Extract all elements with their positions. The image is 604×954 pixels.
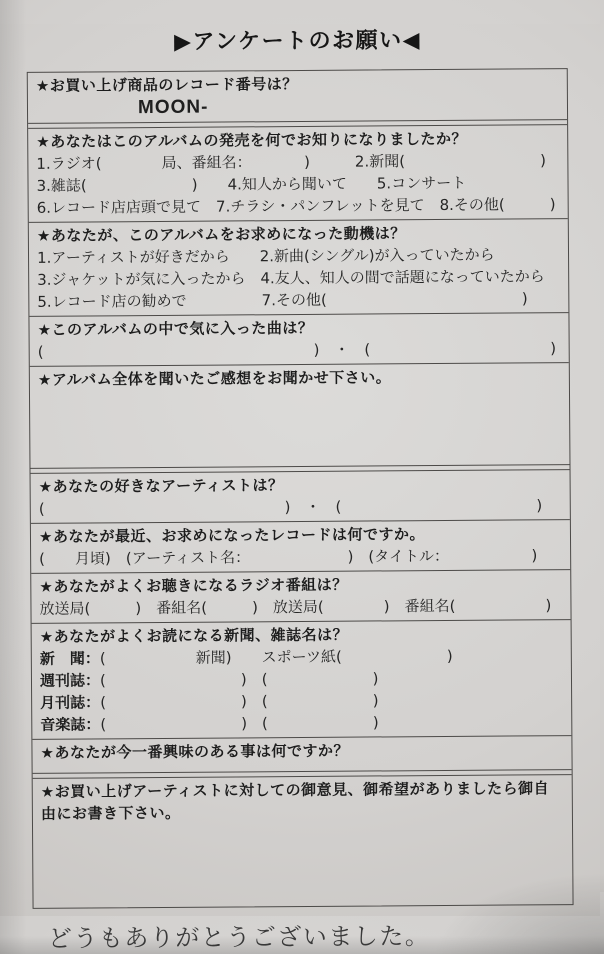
section-heading: ★あなたが最近、お求めになったレコードは何ですか。 [38, 525, 425, 546]
row-label: 月刊誌： [40, 693, 101, 712]
form-line: ( ) ・ ( ) [38, 496, 543, 518]
section-heading: ★お買い上げ商品のレコード番号は？ [35, 75, 298, 95]
page-title: ▶アンケートのお願い◀ [173, 28, 422, 55]
form-line: 5.レコード店の勧めで 7.その他( ) [37, 289, 528, 311]
section-heading: ★お買い上げアーティストに対しての御意見、御希望がありましたら御自由にお書き下さい。 [40, 779, 550, 823]
section-heading: ★あなたが、このアルバムをお求めになった動機は？ [36, 224, 406, 245]
form-line: 3.ジャケットが気に入ったから 4.友人、知人の間で話題になっていたから [37, 267, 545, 289]
section-heading: ★あなたの好きなアーティストは？ [38, 476, 284, 496]
record-number-value: MOON- [137, 96, 209, 119]
section-how-did-you-learn [28, 124, 568, 223]
section-heading: ★あなたがよくお読になる新聞、雑誌名は？ [39, 625, 349, 646]
section-purchase-motive [29, 219, 569, 317]
section-album-impressions [30, 363, 570, 469]
form-line: ( 月頃) (アーティスト名： ) (タイトル： ) [39, 546, 538, 568]
music-magazine-row [40, 710, 563, 736]
write-in-area [41, 821, 565, 905]
section-recent-record [31, 520, 570, 574]
questionnaire-form [27, 68, 574, 909]
row-label: 新 聞： [39, 649, 100, 668]
form-line: 3.雑誌( ) 4.知人から聞いて 5.コンサート [36, 173, 467, 195]
row-blanks: ( 新聞) スポーツ紙( ) [99, 646, 453, 668]
section-comments-for-artist [33, 774, 573, 908]
questionnaire-sheet [0, 22, 604, 954]
form-line: ( ) ・ ( ) [37, 339, 557, 361]
form-line: 1.ラジオ( 局、番組名： ) 2.新聞( ) [36, 151, 546, 173]
row-label: 音楽誌： [40, 715, 101, 734]
row-label: 週刊誌： [39, 671, 101, 690]
section-favorite-artist [31, 469, 570, 524]
form-line: 放送局( ) 番組名( ) 放送局( ) 番組名( ) [39, 596, 552, 618]
section-current-interest [32, 736, 571, 774]
row-blanks: ( ) ( ) [100, 691, 379, 712]
row-blanks: ( ) ( ) [100, 713, 379, 734]
section-heading: ★あなたはこのアルバムの発売を何でお知りになりましたか？ [36, 129, 468, 151]
closing-text: どうもありがとうございました。 [47, 922, 431, 953]
write-in-area [38, 387, 562, 465]
section-heading: ★あなたが今一番興味のある事は何ですか？ [40, 741, 349, 762]
form-line: 1.アーティストが好きだから 2.新曲(シングル)が入っていたから [36, 245, 495, 267]
section-heading: ★アルバム全体を聞いたご感想をお聞かせ下さい。 [37, 368, 392, 389]
form-line: 6.レコード店店頭で見て 7.チラシ・パンフレットを見て 8.その他( ) [36, 195, 556, 217]
section-heading: ★このアルバムの中で気に入った曲は？ [37, 318, 314, 339]
section-record-number [28, 69, 567, 124]
row-blanks: ( ) ( ) [99, 669, 379, 690]
section-favorite-track [29, 313, 568, 367]
section-newspapers-magazines [32, 620, 572, 740]
section-radio-programs [31, 570, 570, 624]
section-heading: ★あなたがよくお聴きになるラジオ番組は？ [39, 575, 348, 596]
